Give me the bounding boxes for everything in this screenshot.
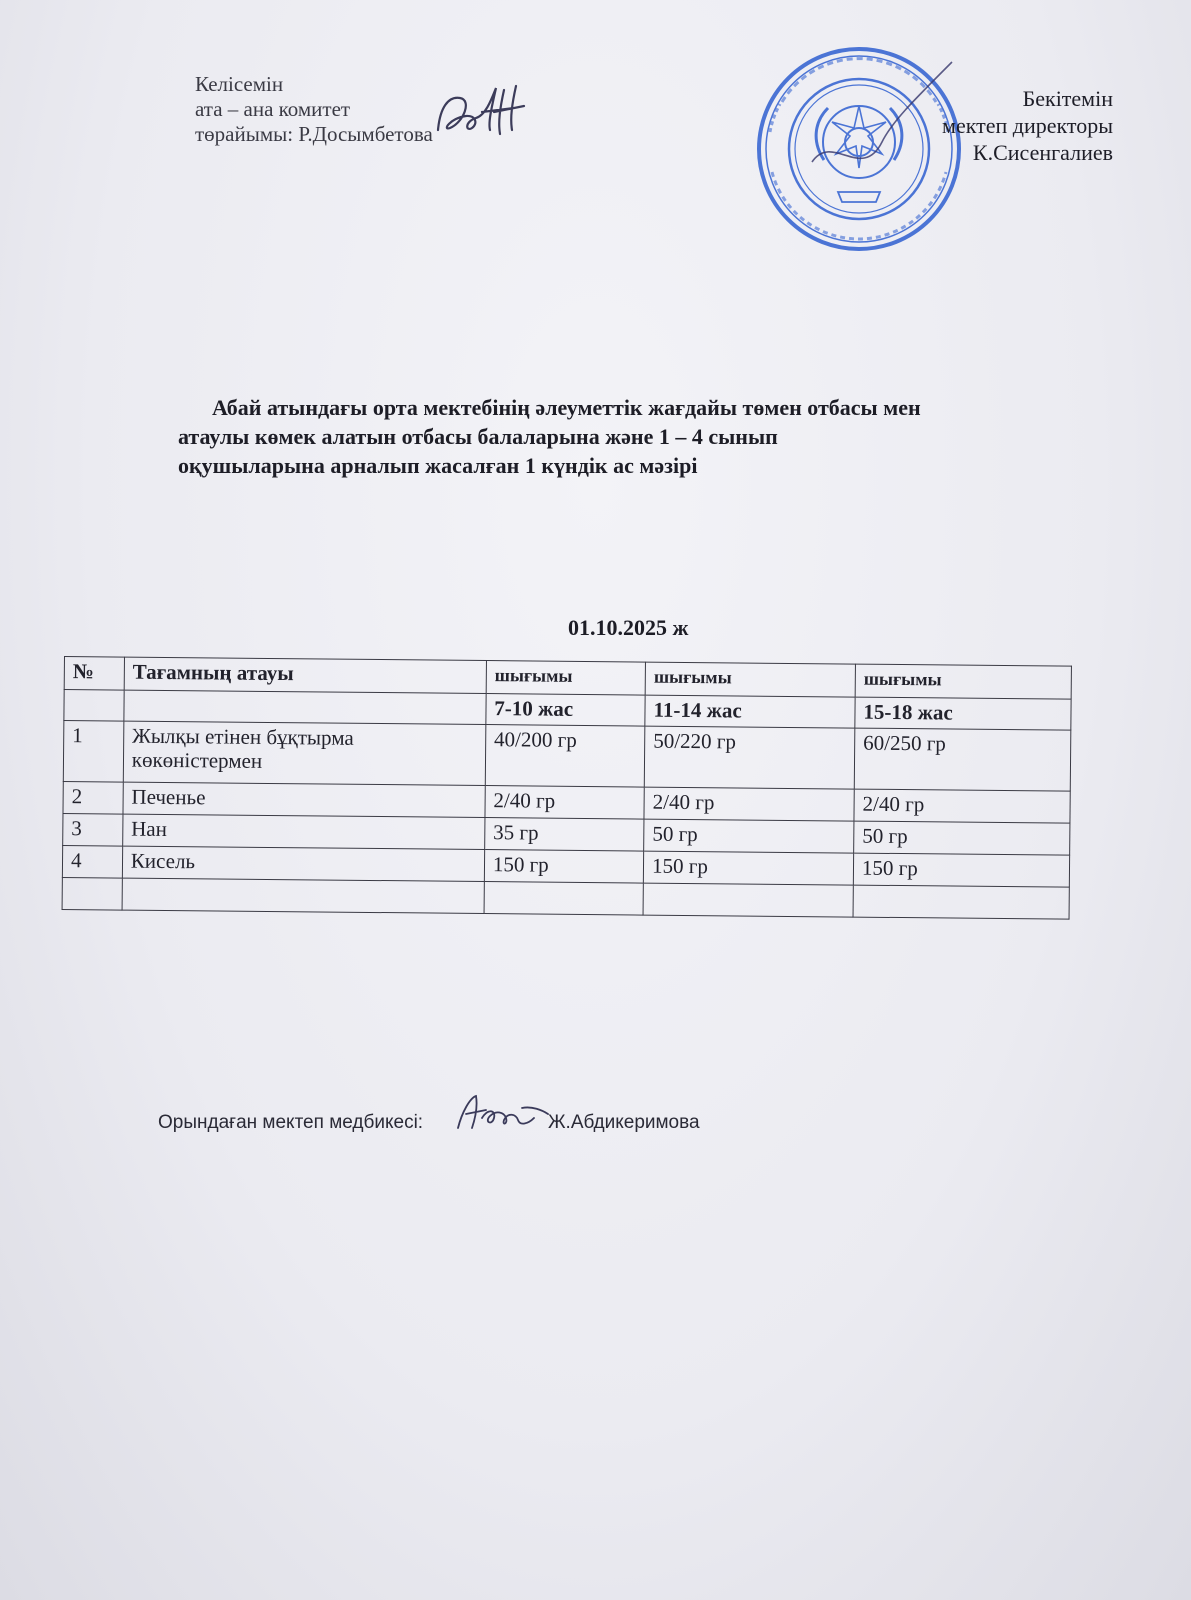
header-yield-2: шығымы (645, 662, 855, 697)
table-cell (62, 877, 122, 910)
agreement-line-2: ата – ана комитет (195, 97, 351, 121)
row-yield-2: 2/40 гр (644, 787, 854, 821)
row-num: 4 (62, 845, 122, 878)
header-age-1: 7-10 жас (486, 694, 645, 727)
row-yield-2: 50 гр (644, 819, 854, 853)
table-cell (124, 690, 486, 724)
menu-date: 01.10.2025 ж (568, 615, 689, 640)
approval-line-1: Бекітемін (1022, 86, 1113, 111)
row-yield-1: 40/200 гр (485, 725, 645, 788)
row-dish-name: Жылқы етінен бұқтырма көкөністермен (123, 721, 486, 785)
row-yield-2: 150 гр (643, 851, 853, 885)
row-num: 1 (63, 721, 123, 783)
title-line-3: оқушыларына арналып жасалған 1 күндік ас мәзірі (178, 453, 698, 478)
agreement-line-3: төрайымы: Р.Досымбетова (195, 122, 433, 146)
document-title (178, 393, 1138, 480)
row-dish-name: Кисель (122, 846, 484, 881)
agreement-block (195, 72, 433, 147)
row-yield-1: 150 гр (484, 850, 644, 884)
title-line-2: атаулы көмек алатын отбасы балаларына және 1 – 4 сынып (178, 424, 778, 449)
title-line-1: Абай атындағы орта мектебінің әлеуметтік жағдайы төмен отбасы мен (212, 395, 921, 420)
table-cell (64, 690, 124, 722)
header-yield-1: шығымы (486, 661, 646, 696)
header-dish-name: Тағамның атауы (124, 657, 486, 693)
row-yield-2: 50/220 гр (644, 726, 854, 789)
row-yield-1: 2/40 гр (485, 786, 645, 820)
row-yield-1: 35 гр (485, 818, 645, 852)
row-yield-3: 50 гр (854, 821, 1070, 855)
header-age-2: 11-14 жас (645, 695, 855, 728)
header-yield-3: шығымы (855, 664, 1071, 699)
approval-line-3: К.Сисенгалиев (972, 140, 1113, 165)
row-yield-3: 60/250 гр (854, 728, 1071, 791)
table-cell (643, 883, 853, 917)
row-num: 3 (63, 813, 123, 846)
agreement-line-1: Келісемін (195, 72, 284, 96)
committee-signature (420, 78, 540, 148)
row-dish-name: Печенье (123, 782, 485, 817)
row-dish-name: Нан (123, 814, 485, 849)
table-cell (122, 878, 484, 913)
row-num: 2 (63, 781, 123, 814)
table-cell (853, 885, 1069, 919)
header-num: № (64, 657, 124, 691)
row-yield-3: 2/40 гр (854, 789, 1070, 823)
approval-line-2: мектеп директоры (942, 113, 1113, 138)
approval-block (942, 85, 1113, 166)
header-age-3: 15-18 жас (855, 697, 1071, 730)
nurse-signature (452, 1088, 552, 1138)
nurse-label: Орындаған мектеп медбикесі: (158, 1112, 424, 1133)
nurse-name: Ж.Абдикеримова (548, 1112, 700, 1133)
row-yield-3: 150 гр (853, 853, 1069, 887)
menu-table (62, 656, 1072, 920)
nurse-signature-line (158, 1112, 700, 1134)
table-row (63, 721, 1071, 792)
official-stamp (752, 42, 966, 256)
table-cell (484, 882, 644, 916)
